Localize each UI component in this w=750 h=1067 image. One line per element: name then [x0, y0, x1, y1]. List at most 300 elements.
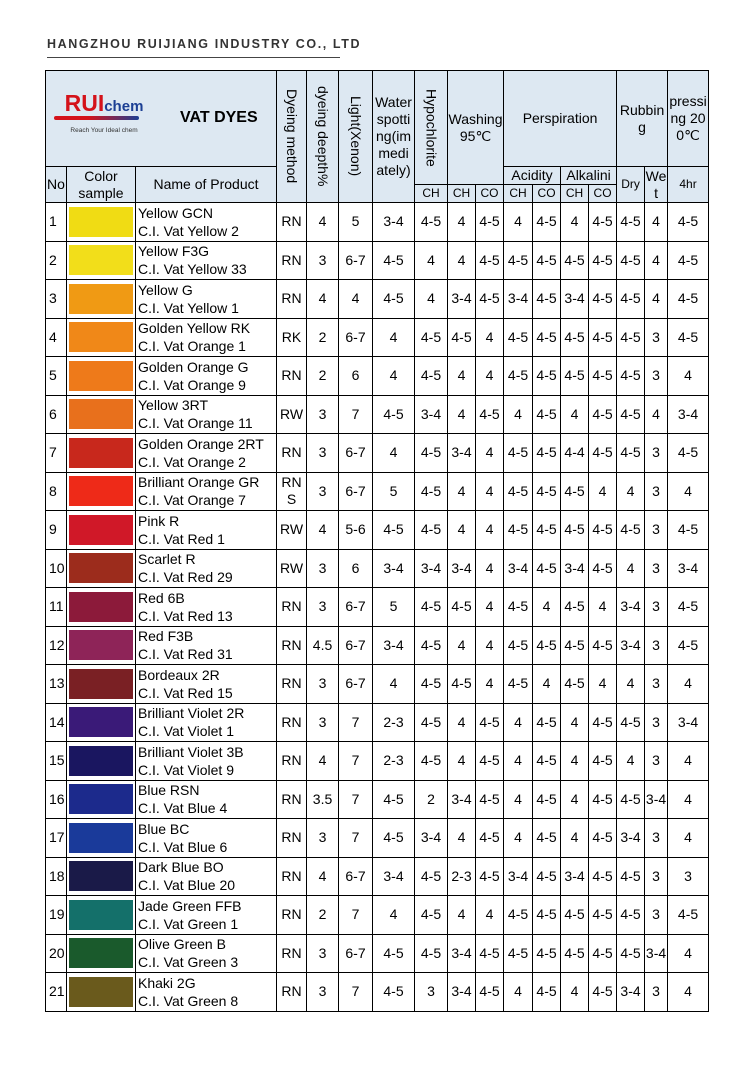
col-pressing: pressing 200℃ — [668, 71, 709, 167]
cell-alk-co: 4 — [589, 665, 617, 704]
color-swatch-cell — [67, 395, 136, 434]
cell-wet: 3 — [645, 857, 668, 896]
row-number: 18 — [46, 857, 67, 896]
product-name-cell — [136, 241, 277, 280]
cell-acid-co: 4-5 — [533, 241, 561, 280]
color-swatch-cell — [67, 241, 136, 280]
cell-press: 4 — [668, 742, 709, 781]
cell-hypo: 4 — [415, 241, 448, 280]
cell-wash-ch: 3-4 — [448, 780, 476, 819]
company-name: HANGZHOU RUIJIANG INDUSTRY CO., LTD — [47, 37, 362, 51]
col-depth: dyeing deepth% — [307, 71, 339, 203]
cell-water: 4-5 — [373, 280, 415, 319]
cell-depth: 2 — [307, 896, 339, 935]
cell-acid-ch: 3-4 — [504, 857, 533, 896]
cell-wash-co: 4 — [476, 472, 504, 511]
cell-wet: 3 — [645, 665, 668, 704]
cell-alk-co: 4-5 — [589, 280, 617, 319]
cell-wash-co: 4 — [476, 665, 504, 704]
cell-alk-co: 4-5 — [589, 896, 617, 935]
product-name: Yellow GCN — [138, 204, 213, 221]
cell-alk-co: 4-5 — [589, 511, 617, 550]
cell-alk-ch: 4-5 — [561, 511, 589, 550]
cell-hypo: 4-5 — [415, 588, 448, 627]
product-name-cell — [136, 549, 277, 588]
cell-water: 4 — [373, 318, 415, 357]
cell-alk-ch: 3-4 — [561, 280, 589, 319]
cell-acid-co: 4-5 — [533, 780, 561, 819]
color-swatch — [69, 707, 133, 737]
col-dry: Dry — [617, 167, 645, 203]
cell-light: 6-7 — [339, 318, 373, 357]
cell-wash-ch: 3-4 — [448, 973, 476, 1012]
cell-press: 4 — [668, 819, 709, 858]
cell-alk-ch: 4 — [561, 973, 589, 1012]
cell-press: 4 — [668, 472, 709, 511]
col-4hr: 4hr — [668, 167, 709, 203]
cell-dry: 4-5 — [617, 395, 645, 434]
cell-water: 4 — [373, 896, 415, 935]
product-name: Brilliant Violet 3B — [138, 743, 244, 760]
color-swatch-cell — [67, 318, 136, 357]
cell-acid-co: 4-5 — [533, 896, 561, 935]
product-name: Pink R — [138, 512, 180, 529]
product-ci-name: C.I. Vat Blue 20 — [138, 877, 236, 894]
col-acid-co: CO — [533, 185, 561, 203]
color-swatch-cell — [67, 703, 136, 742]
row-number: 8 — [46, 472, 67, 511]
cell-press: 4-5 — [668, 588, 709, 627]
cell-hypo: 4-5 — [415, 357, 448, 396]
color-swatch — [69, 399, 133, 429]
table-row — [46, 241, 709, 280]
table-row — [46, 819, 709, 858]
cell-press: 4-5 — [668, 511, 709, 550]
product-ci-name: C.I. Vat Red 1 — [138, 530, 225, 547]
cell-alk-co: 4-5 — [589, 434, 617, 473]
table-row — [46, 626, 709, 665]
cell-hypo: 4-5 — [415, 896, 448, 935]
table-row — [46, 472, 709, 511]
cell-alk-ch: 4 — [561, 742, 589, 781]
cell-acid-co: 4-5 — [533, 973, 561, 1012]
product-name: Olive Green B — [138, 936, 226, 953]
cell-hypo: 4-5 — [415, 511, 448, 550]
color-swatch — [69, 977, 133, 1007]
cell-wet: 3 — [645, 896, 668, 935]
cell-alk-ch: 4-5 — [561, 318, 589, 357]
cell-method: RN — [277, 626, 307, 665]
cell-dry: 4-5 — [617, 780, 645, 819]
cell-alk-co: 4-5 — [589, 549, 617, 588]
product-name: Blue BC — [138, 820, 190, 837]
product-name: Red F3B — [138, 628, 194, 645]
cell-method: RN — [277, 934, 307, 973]
cell-acid-ch: 4 — [504, 819, 533, 858]
product-ci-name: C.I. Vat Yellow 1 — [138, 299, 239, 316]
product-name-cell — [136, 703, 277, 742]
cell-wash-co: 4 — [476, 626, 504, 665]
product-name-cell — [136, 434, 277, 473]
cell-method: RN — [277, 434, 307, 473]
cell-acid-ch: 4-5 — [504, 511, 533, 550]
cell-wash-co: 4-5 — [476, 934, 504, 973]
cell-wash-ch: 4 — [448, 703, 476, 742]
cell-alk-ch: 4-5 — [561, 934, 589, 973]
cell-hypo: 3-4 — [415, 395, 448, 434]
cell-acid-co: 4 — [533, 588, 561, 627]
cell-alk-ch: 4-5 — [561, 241, 589, 280]
cell-depth: 3 — [307, 973, 339, 1012]
cell-method: RN — [277, 588, 307, 627]
row-number: 4 — [46, 318, 67, 357]
cell-light: 7 — [339, 819, 373, 858]
cell-hypo: 4-5 — [415, 434, 448, 473]
cell-light: 7 — [339, 395, 373, 434]
color-swatch — [69, 361, 133, 391]
product-ci-name: C.I. Vat Blue 6 — [138, 838, 228, 855]
cell-water: 4 — [373, 665, 415, 704]
cell-hypo: 4-5 — [415, 203, 448, 242]
cell-hypo: 3 — [415, 973, 448, 1012]
cell-wash-co: 4 — [476, 318, 504, 357]
product-ci-name: C.I. Vat Red 13 — [138, 607, 233, 624]
color-swatch — [69, 438, 133, 468]
table-row — [46, 549, 709, 588]
cell-press: 4-5 — [668, 434, 709, 473]
cell-method: RN — [277, 742, 307, 781]
cell-hypo: 3-4 — [415, 549, 448, 588]
cell-depth: 3 — [307, 665, 339, 704]
cell-alk-ch: 4 — [561, 703, 589, 742]
row-number: 13 — [46, 665, 67, 704]
cell-wash-ch: 4 — [448, 395, 476, 434]
cell-wet: 4 — [645, 395, 668, 434]
cell-light: 5-6 — [339, 511, 373, 550]
cell-method: RN — [277, 819, 307, 858]
color-swatch-cell — [67, 973, 136, 1012]
cell-dry: 4-5 — [617, 241, 645, 280]
product-name: Red 6B — [138, 589, 185, 606]
cell-water: 3-4 — [373, 203, 415, 242]
table-row — [46, 857, 709, 896]
table-row — [46, 973, 709, 1012]
color-swatch — [69, 861, 133, 891]
cell-press: 4 — [668, 934, 709, 973]
product-name-cell — [136, 395, 277, 434]
product-name-cell — [136, 857, 277, 896]
cell-light: 7 — [339, 780, 373, 819]
cell-alk-co: 4-5 — [589, 703, 617, 742]
cell-wash-co: 4 — [476, 896, 504, 935]
cell-method: RW — [277, 549, 307, 588]
cell-hypo: 2 — [415, 780, 448, 819]
color-swatch-cell — [67, 780, 136, 819]
cell-water: 3-4 — [373, 857, 415, 896]
cell-press: 4 — [668, 780, 709, 819]
cell-acid-ch: 4-5 — [504, 896, 533, 935]
table-row — [46, 203, 709, 242]
cell-dry: 4 — [617, 472, 645, 511]
cell-alk-ch: 4-5 — [561, 896, 589, 935]
product-ci-name: C.I. Vat Green 8 — [138, 992, 239, 1009]
cell-acid-co: 4-5 — [533, 934, 561, 973]
cell-acid-co: 4-5 — [533, 203, 561, 242]
logo-rui: RUI — [64, 90, 105, 116]
cell-light: 7 — [339, 742, 373, 781]
cell-light: 4 — [339, 280, 373, 319]
cell-dry: 4-5 — [617, 434, 645, 473]
cell-depth: 4 — [307, 280, 339, 319]
col-dyeing-method: Dyeing method — [277, 71, 307, 203]
cell-wet: 3 — [645, 588, 668, 627]
cell-wash-ch: 2-3 — [448, 857, 476, 896]
cell-acid-ch: 4 — [504, 203, 533, 242]
row-number: 12 — [46, 626, 67, 665]
cell-wet: 3 — [645, 973, 668, 1012]
cell-light: 7 — [339, 896, 373, 935]
cell-acid-co: 4 — [533, 665, 561, 704]
cell-method: RN — [277, 241, 307, 280]
product-ci-name: C.I. Vat Blue 4 — [138, 800, 228, 817]
cell-acid-ch: 4-5 — [504, 626, 533, 665]
cell-method: RN — [277, 896, 307, 935]
color-swatch — [69, 630, 133, 660]
cell-wash-ch: 3-4 — [448, 934, 476, 973]
row-number: 14 — [46, 703, 67, 742]
color-swatch-cell — [67, 742, 136, 781]
cell-wash-co: 4-5 — [476, 203, 504, 242]
row-number: 5 — [46, 357, 67, 396]
cell-method: RW — [277, 395, 307, 434]
cell-hypo: 4-5 — [415, 626, 448, 665]
cell-dry: 4-5 — [617, 857, 645, 896]
color-swatch — [69, 938, 133, 968]
product-ci-name: C.I. Vat Orange 9 — [138, 376, 246, 393]
cell-hypo: 4-5 — [415, 742, 448, 781]
cell-depth: 4.5 — [307, 626, 339, 665]
col-wash-ch: CH — [448, 185, 476, 203]
cell-depth: 3 — [307, 588, 339, 627]
cell-light: 5 — [339, 203, 373, 242]
cell-dry: 3-4 — [617, 626, 645, 665]
table-row — [46, 665, 709, 704]
product-name: Dark Blue BO — [138, 859, 224, 876]
cell-acid-ch: 4-5 — [504, 472, 533, 511]
cell-wash-ch: 3-4 — [448, 434, 476, 473]
cell-wash-co: 4 — [476, 357, 504, 396]
product-name-cell — [136, 780, 277, 819]
col-light: Light(Xenon) — [339, 71, 373, 203]
cell-wash-ch: 4 — [448, 203, 476, 242]
cell-depth: 3 — [307, 395, 339, 434]
table-row — [46, 588, 709, 627]
cell-light: 6-7 — [339, 626, 373, 665]
company-underline — [47, 57, 340, 58]
col-acid-ch: CH — [504, 185, 533, 203]
cell-hypo: 4-5 — [415, 472, 448, 511]
cell-acid-co: 4-5 — [533, 280, 561, 319]
cell-light: 7 — [339, 973, 373, 1012]
color-swatch — [69, 245, 133, 275]
col-hypochlorite: Hypochlorite — [415, 71, 448, 185]
cell-wet: 3 — [645, 511, 668, 550]
row-number: 20 — [46, 934, 67, 973]
color-swatch-cell — [67, 203, 136, 242]
product-name: Brilliant Orange GR — [138, 474, 260, 491]
row-number: 16 — [46, 780, 67, 819]
col-washing: Washing 95℃ — [448, 71, 504, 185]
table-row — [46, 511, 709, 550]
color-swatch-cell — [67, 857, 136, 896]
cell-alk-ch: 3-4 — [561, 857, 589, 896]
product-name: Blue RSN — [138, 782, 200, 799]
cell-wet: 4 — [645, 203, 668, 242]
product-name: Khaki 2G — [138, 974, 196, 991]
cell-dry: 4 — [617, 742, 645, 781]
cell-wash-ch: 4 — [448, 472, 476, 511]
cell-alk-co: 4-5 — [589, 819, 617, 858]
table-row — [46, 703, 709, 742]
cell-depth: 4 — [307, 742, 339, 781]
product-name-cell — [136, 511, 277, 550]
row-number: 2 — [46, 241, 67, 280]
cell-press: 3-4 — [668, 703, 709, 742]
cell-wash-ch: 4-5 — [448, 318, 476, 357]
cell-water: 5 — [373, 472, 415, 511]
row-number: 17 — [46, 819, 67, 858]
cell-depth: 3 — [307, 819, 339, 858]
product-name-cell — [136, 472, 277, 511]
cell-water: 4-5 — [373, 934, 415, 973]
color-swatch — [69, 746, 133, 776]
cell-acid-ch: 3-4 — [504, 549, 533, 588]
product-name-cell — [136, 742, 277, 781]
product-ci-name: C.I. Vat Green 1 — [138, 915, 239, 932]
cell-acid-co: 4-5 — [533, 318, 561, 357]
cell-light: 6-7 — [339, 472, 373, 511]
color-swatch-cell — [67, 588, 136, 627]
cell-wet: 3 — [645, 819, 668, 858]
cell-light: 6-7 — [339, 934, 373, 973]
vat-dyes-table — [45, 70, 709, 1012]
cell-acid-co: 4-5 — [533, 626, 561, 665]
cell-depth: 3.5 — [307, 780, 339, 819]
cell-alk-ch: 4-4 — [561, 434, 589, 473]
cell-alk-ch: 4-5 — [561, 665, 589, 704]
cell-wash-ch: 4 — [448, 241, 476, 280]
product-name-cell — [136, 588, 277, 627]
cell-alk-ch: 3-4 — [561, 549, 589, 588]
cell-dry: 4-5 — [617, 280, 645, 319]
cell-method: RW — [277, 511, 307, 550]
cell-wet: 3 — [645, 318, 668, 357]
color-swatch-cell — [67, 934, 136, 973]
cell-wet: 3 — [645, 472, 668, 511]
cell-water: 4-5 — [373, 780, 415, 819]
table-row — [46, 896, 709, 935]
cell-press: 4-5 — [668, 203, 709, 242]
cell-hypo: 4-5 — [415, 934, 448, 973]
cell-wash-ch: 4 — [448, 742, 476, 781]
product-name: Bordeaux 2R — [138, 666, 220, 683]
cell-alk-ch: 4 — [561, 780, 589, 819]
row-number: 9 — [46, 511, 67, 550]
cell-method: RN — [277, 280, 307, 319]
cell-method: RNS — [277, 472, 307, 511]
cell-alk-co: 4-5 — [589, 241, 617, 280]
color-swatch — [69, 592, 133, 622]
color-swatch — [69, 553, 133, 583]
cell-depth: 3 — [307, 241, 339, 280]
cell-depth: 2 — [307, 357, 339, 396]
product-name: Yellow 3RT — [138, 397, 209, 414]
cell-hypo: 4-5 — [415, 703, 448, 742]
cell-acid-co: 4-5 — [533, 434, 561, 473]
cell-alk-ch: 4-5 — [561, 357, 589, 396]
product-ci-name: C.I. Vat Yellow 33 — [138, 261, 247, 278]
table-row — [46, 934, 709, 973]
product-name-cell — [136, 819, 277, 858]
cell-acid-co: 4-5 — [533, 511, 561, 550]
cell-wash-co: 4-5 — [476, 280, 504, 319]
product-name-cell — [136, 934, 277, 973]
cell-dry: 4-5 — [617, 357, 645, 396]
cell-wash-ch: 4-5 — [448, 588, 476, 627]
cell-depth: 4 — [307, 857, 339, 896]
product-name-cell — [136, 896, 277, 935]
cell-wet: 3 — [645, 549, 668, 588]
cell-hypo: 4-5 — [415, 857, 448, 896]
cell-acid-ch: 4 — [504, 703, 533, 742]
product-ci-name: C.I. Vat Yellow 2 — [138, 222, 239, 239]
cell-wash-ch: 4 — [448, 896, 476, 935]
row-number: 3 — [46, 280, 67, 319]
cell-method: RN — [277, 703, 307, 742]
cell-press: 4 — [668, 665, 709, 704]
cell-acid-co: 4-5 — [533, 472, 561, 511]
cell-acid-ch: 4 — [504, 973, 533, 1012]
cell-depth: 3 — [307, 703, 339, 742]
table-row — [46, 318, 709, 357]
cell-wet: 3-4 — [645, 934, 668, 973]
product-name: Yellow F3G — [138, 243, 210, 260]
color-swatch-cell — [67, 472, 136, 511]
cell-press: 4-5 — [668, 896, 709, 935]
cell-alk-co: 4-5 — [589, 395, 617, 434]
cell-hypo: 4-5 — [415, 665, 448, 704]
title-block — [46, 71, 277, 167]
product-ci-name: C.I. Vat Violet 9 — [138, 761, 234, 778]
logo-chem: chem — [104, 98, 144, 115]
cell-wash-co: 4-5 — [476, 857, 504, 896]
product-name: Jade Green FFB — [138, 897, 242, 914]
table-row — [46, 742, 709, 781]
cell-method: RN — [277, 357, 307, 396]
cell-acid-ch: 4-5 — [504, 357, 533, 396]
cell-water: 3-4 — [373, 549, 415, 588]
product-name-cell — [136, 665, 277, 704]
cell-acid-co: 4-5 — [533, 819, 561, 858]
cell-wash-co: 4-5 — [476, 395, 504, 434]
cell-water: 4-5 — [373, 395, 415, 434]
cell-alk-co: 4-5 — [589, 780, 617, 819]
cell-wash-co: 4 — [476, 588, 504, 627]
cell-acid-ch: 4 — [504, 780, 533, 819]
cell-water: 4 — [373, 434, 415, 473]
cell-dry: 4 — [617, 549, 645, 588]
cell-depth: 3 — [307, 549, 339, 588]
